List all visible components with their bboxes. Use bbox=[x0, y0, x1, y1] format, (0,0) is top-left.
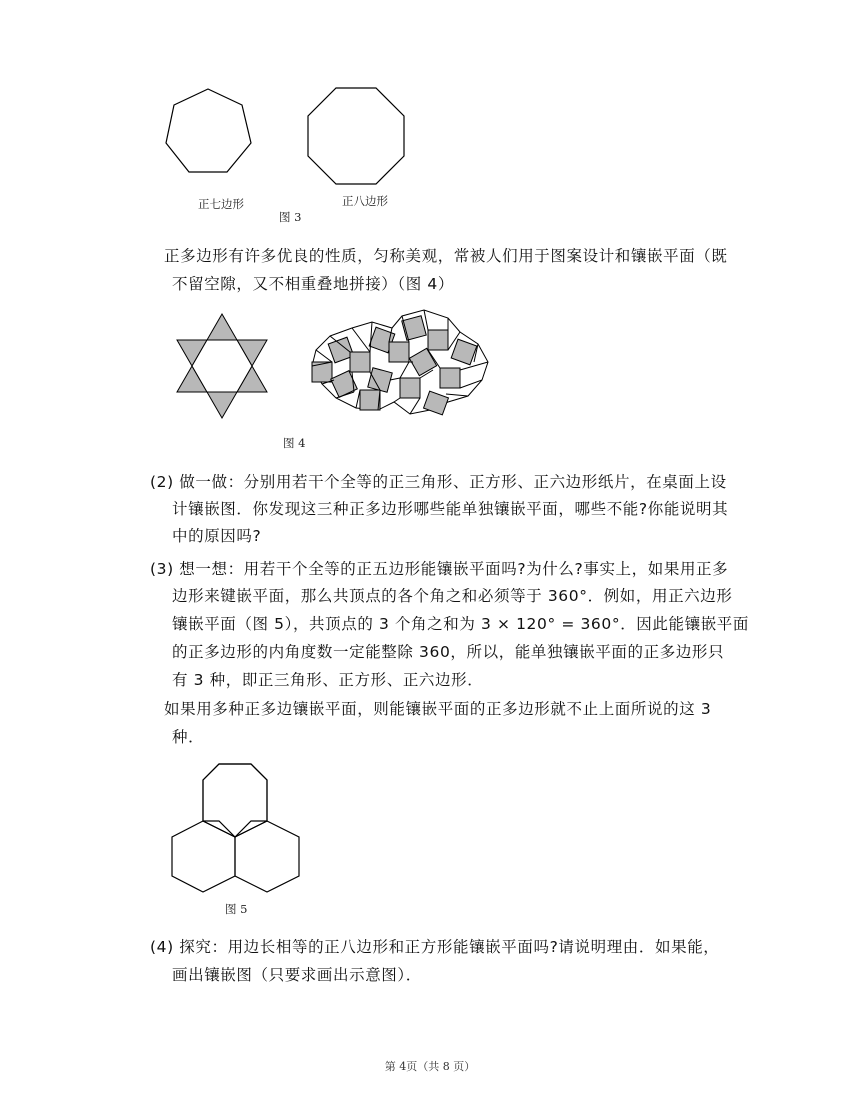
question-4-line-2: 画出镶嵌图（只要求画出示意图）． bbox=[172, 966, 422, 984]
question-2-line-2: 计镶嵌图．你发现这三种正多边形哪些能单独镶嵌平面，哪些不能?你能说明其 bbox=[172, 500, 729, 518]
octagon-label: 正八边形 bbox=[342, 194, 388, 208]
question-3-line-6: 如果用多种正多边镶嵌平面，则能镶嵌平面的正多边形就不止上面所说的这 3 bbox=[164, 700, 712, 718]
question-3-line-4: 的正多边形的内角度数一定能整除 360，所以，能单独镶嵌平面的正多边形只 bbox=[172, 643, 725, 661]
paragraph-1-line-1: 正多边形有许多优良的性质，匀称美观，常被人们用于图案设计和镶嵌平面（既 bbox=[164, 247, 728, 265]
hexagon-bottom-right bbox=[235, 821, 299, 892]
hexagon-bottom-left bbox=[172, 821, 235, 892]
question-3-line-5: 有 3 种，即正三角形、正方形、正六边形． bbox=[172, 671, 484, 689]
question-2-line-3: 中的原因吗? bbox=[172, 527, 262, 545]
question-4-line-1: (4) 探究：用边长相等的正八边形和正方形能镶嵌平面吗?请说明理由．如果能， bbox=[150, 938, 720, 956]
question-3-line-1: (3) 想一想：用若干个全等的正五边形能镶嵌平面吗?为什么?事实上，如果用正多 bbox=[150, 560, 729, 578]
figure-4-caption: 图 4 bbox=[283, 436, 306, 450]
question-2-line-1: (2) 做一做：分别用若干个全等的正三角形、正方形、正六边形纸片，在桌面上设 bbox=[150, 473, 727, 491]
question-3-line-2: 边形来键嵌平面，那么共顶点的各个角之和必须等于 360°．例如，用正六边形 bbox=[172, 587, 733, 605]
paragraph-1-line-2: 不留空隙，又不相重叠地拼接）（图 4） bbox=[172, 275, 454, 293]
heptagon-label: 正七边形 bbox=[198, 197, 244, 211]
question-3-line-7: 种． bbox=[172, 728, 205, 746]
page-footer: 第 4页（共 8 页） bbox=[384, 1060, 476, 1073]
figure-5-caption: 图 5 bbox=[225, 902, 248, 916]
question-3-line-3: 镶嵌平面（图 5），共顶点的 3 个角之和为 3 × 120° = 360°．因此能镶嵌平面 bbox=[172, 615, 749, 633]
figure-3-caption: 图 3 bbox=[279, 210, 302, 224]
